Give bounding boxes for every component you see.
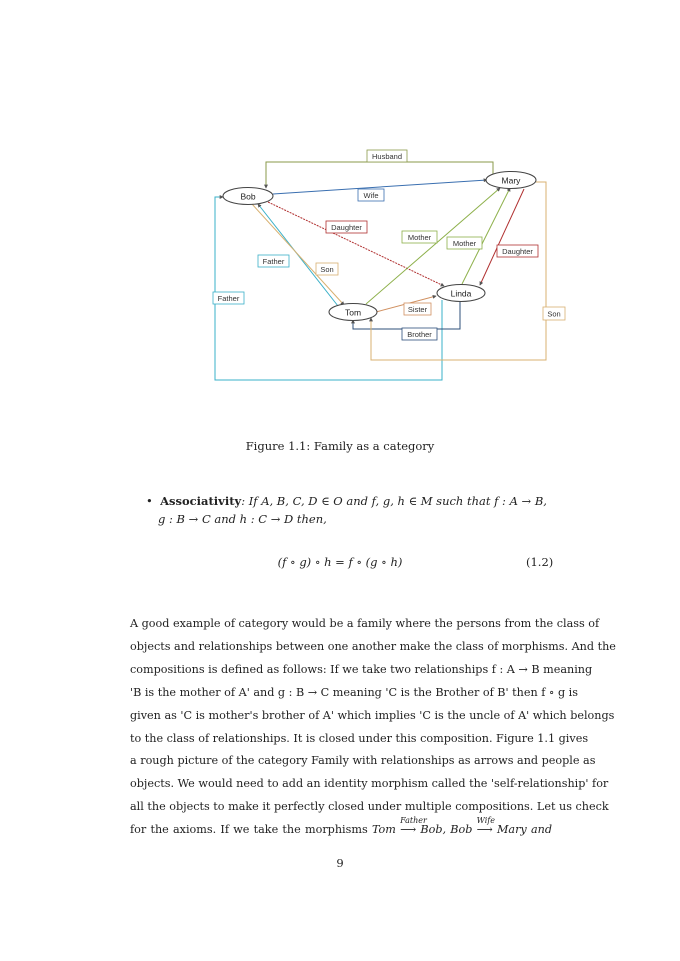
label-daughter-2: Daughter <box>502 247 533 256</box>
paragraph-line: A good example of category would be a family where the persons from the class of <box>130 617 600 630</box>
label-brother: Brother <box>407 330 432 339</box>
node-mary-label: Mary <box>501 175 521 186</box>
label-father-2: Father <box>217 294 240 303</box>
bullet-dot: • <box>146 494 153 508</box>
page-number: 9 <box>336 856 344 870</box>
bullet-line-2: g : B → C and h : C → D then, <box>158 512 327 526</box>
equation-number: (1.2) <box>526 555 554 569</box>
wife-arrow-label: Wife <box>476 816 495 826</box>
label-husband: Husband <box>371 152 403 161</box>
paragraph-line: compositions is defined as follows: If we take two relationships f : A → B meaning <box>130 662 593 676</box>
arrow-daughter-bob-linda <box>268 202 444 286</box>
label-father-1: Father <box>262 257 285 266</box>
body-paragraph <box>130 613 616 842</box>
label-son-1: Son <box>320 265 334 274</box>
label-daughter-1: Daughter <box>331 223 362 232</box>
node-bob-label: Bob <box>240 191 256 202</box>
paragraph-line: to the class of relationships. It is closed under this composition. Figure 1.1 gives <box>130 731 589 745</box>
node-linda-label: Linda <box>450 288 472 299</box>
paragraph-line: 'B is the mother of A' and g : B → C meaning 'C is the Brother of B' then f ∘ g is <box>130 685 579 699</box>
wife-arrow: Wife ⟶ <box>477 819 493 842</box>
paragraph-last-line <box>130 816 552 842</box>
label-wife: Wife <box>363 191 379 200</box>
arrow-husband <box>266 162 493 188</box>
label-mother-2: Mother <box>452 239 477 248</box>
arrow-son-outer <box>371 182 546 360</box>
father-arrow-label: Father <box>400 816 427 826</box>
paragraph-line: a rough picture of the category Family with relationships as arrows and people as <box>130 754 596 768</box>
paragraph-line: objects and relationships between one another make the class of morphisms. And the <box>130 639 616 653</box>
figure-caption: Figure 1.1: Family as a category <box>245 439 435 453</box>
morph-bob: Bob, Bob <box>420 823 473 837</box>
label-son-2: Son <box>547 309 561 319</box>
associativity-bullet <box>146 490 547 513</box>
bullet-line-1: : If A, B, C, D ∈ O and f, g, h ∈ M such that f : A → B, <box>241 494 547 508</box>
morph-tom: Tom <box>371 823 396 837</box>
family-category-diagram <box>0 0 680 400</box>
node-tom-label: Tom <box>344 307 362 318</box>
arrow-son-bob-tom <box>252 204 344 305</box>
last-line-start: for the axioms. If we take the morphisms <box>130 823 372 837</box>
equation: (f ∘ g) ∘ h = f ∘ (g ∘ h) <box>277 555 403 569</box>
label-mother-1: Mother <box>407 233 432 242</box>
father-arrow: Father ⟶ <box>400 819 416 842</box>
paragraph-line: given as 'C is mother's brother of A' which implies 'C is the uncle of A' which belongs <box>130 708 615 722</box>
paragraph-line: objects. We would need to add an identity morphism called the 'self-relationship' for <box>130 777 609 791</box>
label-sister: Sister <box>407 305 428 314</box>
morph-mary: Mary and <box>496 823 552 837</box>
paragraph-line: all the objects to make it perfectly closed under multiple compositions. Let us check <box>130 800 609 814</box>
bullet-title: Associativity <box>160 494 242 508</box>
